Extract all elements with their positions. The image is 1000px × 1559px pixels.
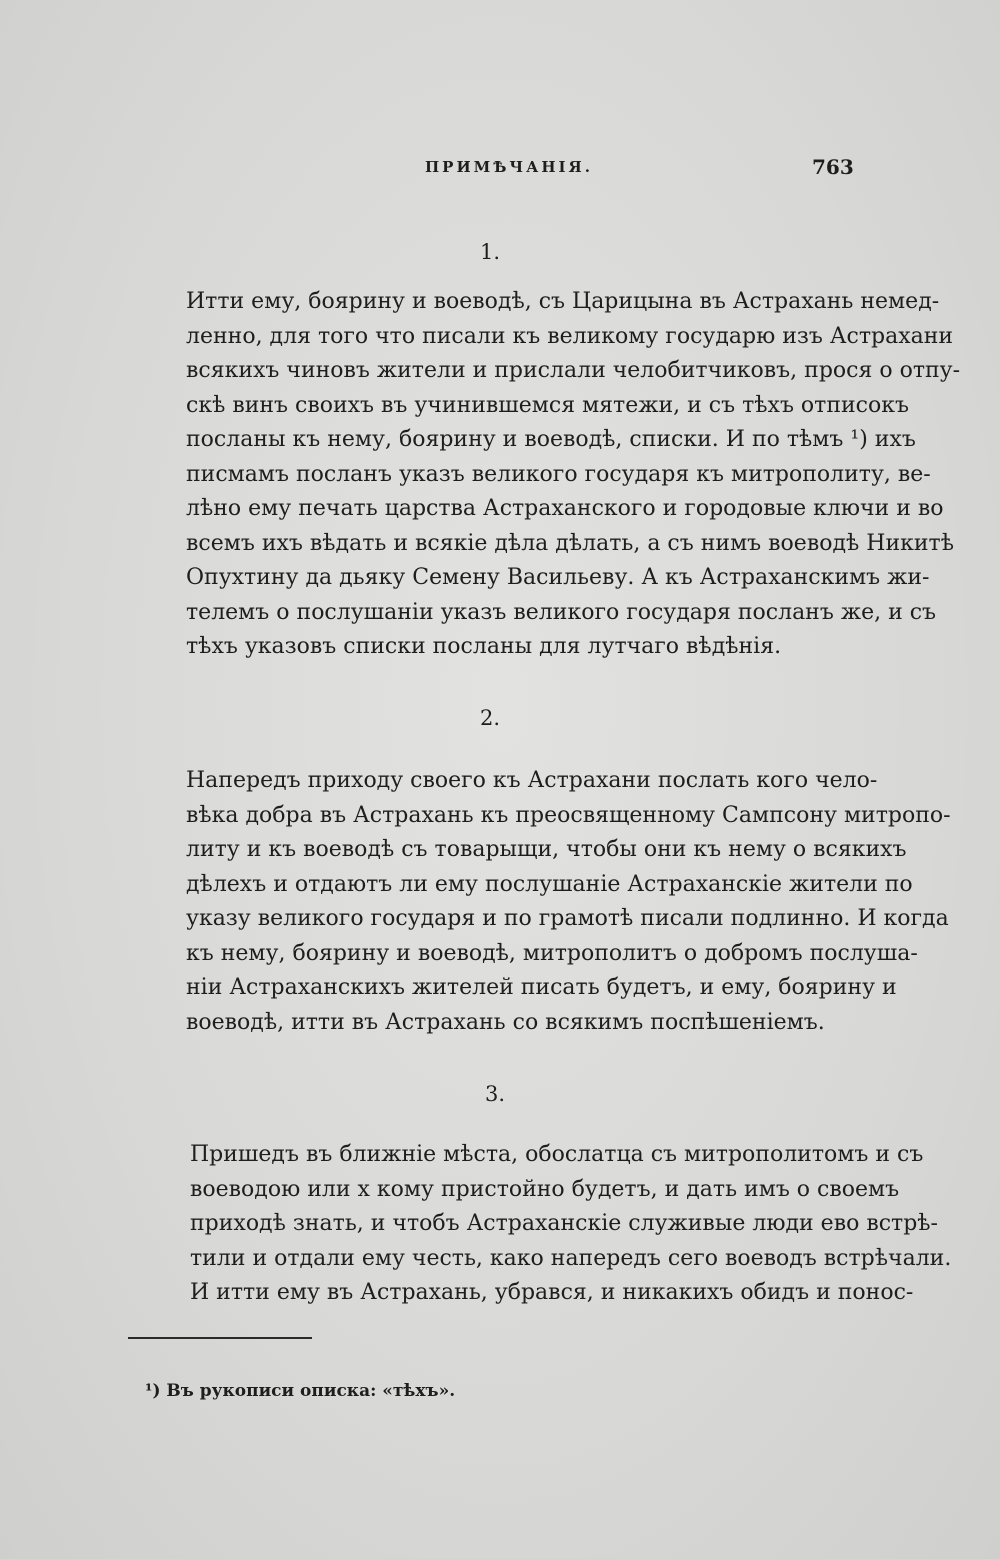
- text-line: Итти ему, боярину и воеводѣ, съ Царицына въ Астрахань немед-: [186, 289, 940, 314]
- text-line: телемъ о послушаніи указъ великого государя посланъ же, и съ: [186, 599, 937, 625]
- section-3-paragraph: [190, 1138, 952, 1311]
- text-line: ленно, для того что писали къ великому государю изъ Астрахани: [186, 323, 954, 349]
- text-line: скѣ винъ своихъ въ учинившемся мятежи, и съ тѣхъ отписокъ: [186, 392, 909, 418]
- text-line: Опухтину да дьяку Семену Васильеву. А къ Астраханскимъ жи-: [186, 565, 930, 590]
- text-line: посланы къ нему, боярину и воеводѣ, списки. И по тѣмъ ¹) ихъ: [186, 427, 916, 452]
- footnote-divider: [128, 1337, 312, 1339]
- text-line: всемъ ихъ вѣдать и всякіе дѣла дѣлать, а съ нимъ воеводѣ Никитѣ: [186, 530, 954, 556]
- text-line: И итти ему въ Астрахань, убрався, и никакихъ обидъ и понос-: [190, 1280, 914, 1305]
- section-number-3: 3.: [484, 1082, 506, 1106]
- text-line: Пришедъ въ ближніе мѣста, обослатца съ митрополитомъ и съ: [190, 1142, 924, 1167]
- text-line: Напередъ приходу своего къ Астрахани послать кого чело-: [186, 768, 878, 793]
- section-number-2: 2.: [479, 706, 501, 730]
- text-line: вѣка добра въ Астрахань къ преосвященному Сампсону митропо-: [186, 802, 951, 828]
- text-line: литу и къ воеводѣ съ товарыщи, чтобы они къ нему о всякихъ: [186, 837, 907, 862]
- text-line: тили и отдали ему честь, како напередъ сего воеводъ встрѣчали.: [190, 1245, 952, 1271]
- text-line: дѣлехъ и отдаютъ ли ему послушаніе Астраханскіе жители по: [186, 871, 913, 897]
- running-head-title: ПРИМѢЧАНІЯ.: [425, 158, 593, 176]
- text-line: воеводѣ, итти въ Астрахань со всякимъ поспѣшеніемъ.: [186, 1009, 825, 1035]
- footnote: ¹) Въ рукописи описка: «тѣхъ».: [145, 1381, 456, 1401]
- text-line: указу великого государя и по грамотѣ писали подлинно. И когда: [186, 906, 949, 931]
- section-1-paragraph: [186, 285, 961, 665]
- text-line: приходѣ знать, и чтобъ Астраханскіе служивые люди ево встрѣ-: [190, 1211, 938, 1236]
- text-line: писмамъ посланъ указъ великого государя къ митрополиту, ве-: [186, 461, 931, 487]
- running-head: [0, 155, 1000, 188]
- text-line: лѣно ему печать царства Астраханского и городовые ключи и во: [186, 496, 944, 521]
- section-2-paragraph: [186, 764, 951, 1040]
- section-number-1: 1.: [479, 240, 501, 264]
- page-number: 763: [812, 155, 854, 179]
- text-line: воеводою или х кому пристойно будетъ, и дать имъ о своемъ: [190, 1176, 900, 1202]
- text-line: къ нему, боярину и воеводѣ, митрополитъ о добромъ послуша-: [186, 940, 918, 966]
- text-line: тѣхъ указовъ списки посланы для лутчаго вѣдѣнія.: [186, 634, 782, 659]
- text-line: всякихъ чиновъ жители и прислали челобитчиковъ, прося о отпу-: [186, 358, 961, 383]
- text-line: ніи Астраханскихъ жителей писать будетъ, и ему, боярину и: [186, 975, 897, 1000]
